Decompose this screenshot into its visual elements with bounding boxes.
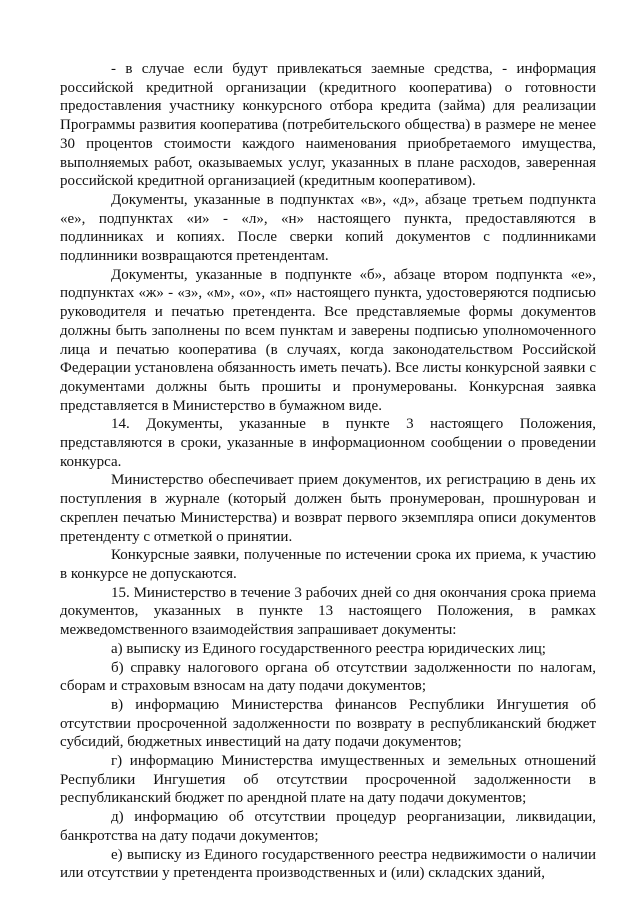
paragraph-late-applications: Конкурсные заявки, полученные по истечении срока их приема, к участию в конкурсе не допускаются.: [60, 547, 596, 582]
paragraph-clause-15: 15. Министерство в течение 3 рабочих дней со дня окончания срока приема документов, указанных в пункте 13 настоящего Положения, в рамках межведомственного взаимодействия запрашивает документы:: [60, 584, 596, 639]
paragraph-originals-copies: Документы, указанные в подпунктах «в», «д», абзаце третьем подпункта «е», подпунктах «и» - «л», «н» настоящего пункта, предоставляются в подлинниках и копиях. После сверки копий документов с подлинниками подлинники возвращаются претендентам.: [60, 191, 596, 265]
paragraph-clause-14: 14. Документы, указанные в пункте 3 настоящего Положения, представляются в сроки, указанные в информационном сообщении о проведении конкурса.: [60, 416, 596, 470]
list-item-g: г) информацию Министерства имущественных и земельных отношений Республики Ингушетия об отсутствии просроченной задолженности в республиканский бюджет по арендной плате на дату подачи документов;: [60, 753, 596, 807]
paragraph-registration: Министерство обеспечивает прием документов, их регистрацию в день их поступления в журнале (который должен быть пронумерован, прошнурован и скреплен печатью Министерства) и возврат первого экземпляра описи документов претенденту с отметкой о принятии.: [60, 472, 596, 545]
list-item-v: в) информацию Министерства финансов Республики Ингушетия об отсутствии просроченной задолженности по возврату в республиканский бюджет субсидий, бюджетных инвестиций на дату подачи документов;: [60, 696, 596, 751]
list-item-d: д) информацию об отсутствии процедур реорганизации, ликвидации, банкротства на дату подачи документов;: [60, 809, 596, 844]
list-item-b: б) справку налогового органа об отсутствии задолженности по налогам, сборам и страховым взносам на дату подачи документов;: [60, 659, 596, 695]
paragraph-loan-info: - в случае если будут привлекаться заемные средства, - информация российской кредитной организации (кредитного кооператива) о готовности предоставления участнику конкурсного отбора кредита (займа) для реализации Программы развития кооператива (потребительского общества) в размере не менее 30 процентов стоимости каждого наименования приобретаемого имущества, выполняемых работ, оказываемых услуг, указанных в плане расходов, заверенная российской кредитной организацией (кредитным кооперативом).: [60, 61, 596, 190]
document-page: [60, 60, 596, 883]
paragraph-signature-seal: Документы, указанные в подпункте «б», абзаце втором подпункта «е», подпунктах «ж» - «з», «м», «о», «п» настоящего пункта, удостоверяются подписью руководителя и печатью претендента. Все представляемые формы документов должны быть заполнены по всем пунктам и заверены подписью уполномоченного лица и печатью кооператива (в случаях, когда законодательством Российской Федерации установлена обязанность иметь печать). Все листы конкурсной заявки с документами должны быть прошиты и пронумерованы. Конкурсная заявка представляется в Министерство в бумажном виде.: [60, 266, 596, 414]
list-item-e: е) выписку из Единого государственного реестра недвижимости о наличии или отсутствии у претендента производственных и (или) складских зданий,: [60, 846, 596, 882]
list-item-a: а) выписку из Единого государственного реестра юридических лиц;: [111, 640, 546, 657]
